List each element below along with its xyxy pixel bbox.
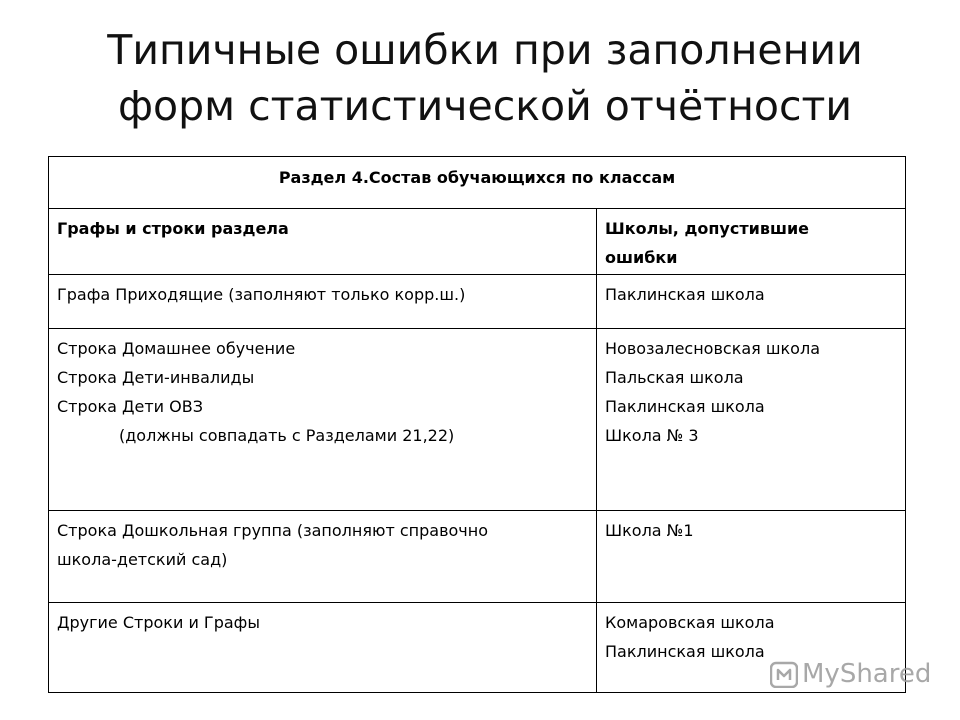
table-cell-section (49, 603, 597, 693)
cell-line: Строка Домашнее обучение (57, 339, 296, 358)
cell-line: Строка Дети-инвалиды (57, 368, 255, 387)
column-header-schools (597, 209, 906, 275)
table-column-header-row (49, 209, 906, 275)
table-cell-schools (597, 329, 906, 511)
cell-line: Паклинская школа (605, 285, 765, 304)
table-cell-schools (597, 275, 906, 329)
errors-table (48, 156, 906, 693)
cell-line: Строка Дошкольная группа (заполняют справочно (57, 521, 488, 540)
cell-line: Графа Приходящие (заполняют только корр.ш.) (57, 285, 466, 304)
table-row (49, 329, 906, 511)
section-header-cell: Раздел 4.Состав обучающихся по классам (49, 157, 906, 209)
cell-line: Пальская школа (605, 368, 744, 387)
column-header-sections: Графы и строки раздела (49, 209, 597, 275)
slide-title-line-2: форм статистической отчётности (117, 82, 853, 130)
cell-line: Комаровская школа (605, 613, 775, 632)
myshared-watermark (770, 656, 931, 692)
table-row (49, 275, 906, 329)
myshared-logo-icon (770, 660, 798, 688)
table-section-header-row (49, 157, 906, 209)
column-header-schools-line-1: Школы, допустившие (605, 219, 809, 238)
cell-line: Паклинская школа (605, 397, 765, 416)
table-cell-schools (597, 511, 906, 603)
cell-line: школа-детский сад) (57, 550, 228, 569)
cell-line: (должны совпадать с Разделами 21,22) (119, 426, 455, 445)
table-cell-section (49, 275, 597, 329)
cell-line: Строка Дети ОВЗ (57, 397, 203, 416)
table-cell-section (49, 511, 597, 603)
cell-line: Школа № 3 (605, 426, 699, 445)
cell-line: Школа №1 (605, 521, 694, 540)
table-row (49, 511, 906, 603)
watermark-text: MyShared (802, 659, 932, 689)
table-cell-section (49, 329, 597, 511)
slide-title (60, 22, 910, 134)
cell-line: Новозалесновская школа (605, 339, 820, 358)
slide-title-line-1: Типичные ошибки при заполнении (107, 26, 863, 74)
column-header-schools-line-2: ошибки (605, 248, 678, 267)
cell-line: Другие Строки и Графы (57, 613, 260, 632)
cell-line: Паклинская школа (605, 642, 765, 661)
